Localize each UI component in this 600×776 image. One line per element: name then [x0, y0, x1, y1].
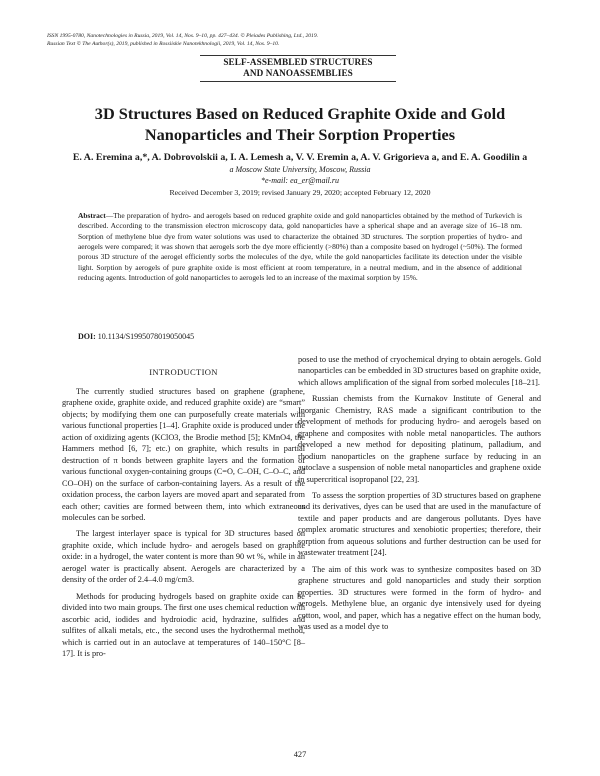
abstract-text: —The preparation of hydro- and aerogels based on reduced graphite oxide and gold nanoparticles obtained by the method of Turkevich is described. According to the transmission electron microscopy data, gold nanoparticles have a spherical shape and an average size of 16–18 nm. Sorption of methylene blue dye from water solutions was used to characterize the obtained 3D structures. The sorption properties of hydro- and aerogels were compared; it was shown that aerogels sorb the dye more efficiently (>80%) than a composite based on hydrogel (~50%). The formed porous 3D structure of the aerogel efficiently sorbs the molecules of the dye, while the gold nanoparticles facilitate its detection under the visible light. Sorption by aerogels of pure graphite oxide is most efficient at room temperature, in a neutral medium, and in the absence of additional reducing agents. Introduction of gold nanoparticles to aerogels led to an increase of the maximal sorption by 15%.: [78, 211, 522, 283]
journal-header-line-2: Russian Text © The Author(s), 2019, published in Rossiiskie Nanotekhnologii, 2019, Vol. 14, Nos. 9–10.: [47, 41, 280, 47]
paragraph: Russian chemists from the Kurnakov Institute of General and Inorganic Chemistry, RAS made a significant contribution to the development of methods for producing hydro- and aerogels based on graphene and composites with noble metal nanoparticles. The authors developed a new method for depositing platinum, palladium, and rhodium nanoparticles on the graphene surface by reducing in an autoclave a suspension of noble metal nanoparticles and graphene oxide in supercritical isopropanol [22, 23].: [298, 394, 541, 484]
doi: [78, 332, 194, 342]
paragraph: The currently studied structures based on graphene (graphene, graphene oxide, graphite oxide, and reduced graphite oxide) are “smart” objects; by modifying them one can purposefully create materials with various functional properties [1–4]. Graphite oxide is produced under the action of oxidizing agents (KClO3, the Brodie method [5]; KMnO4, the Hammers method [6, 7]; etc.) on graphite, which results in partial destruction of π bonds between graphite layers and the formation of various functional oxygen-containing groups (C=O, C–OH, C–O–C, and CO–OH) on the surface of carbon-containing layers. As a result of the oxidation process, the carbon layers are moved apart and separated from each other; cavities are formed between them, into which extraneous molecules can be sorbed.: [62, 387, 305, 522]
paragraph: To assess the sorption properties of 3D structures based on graphene and its derivatives, dyes can be used that are used in the manufacture of textile and paper products and are dangerous pollutants. Dyes have complex aromatic structures and xenobiotic properties; therefore, their sorption from aqueous solutions and further destruction can be used for wastewater treatment [24].: [298, 490, 541, 558]
left-column: [62, 367, 305, 659]
journal-header-line-1: ISSN 1995-0780, Nanotechnologies in Russia, 2019, Vol. 14, Nos. 9–10, pp. 427–434. © Pleiades Publishing, Ltd., 2019.: [47, 33, 319, 39]
corresponding-email: *e-mail: ea_er@mail.ru: [260, 176, 339, 185]
abstract-label: Abstract: [78, 211, 106, 220]
section-tag: [200, 57, 396, 79]
abstract: [78, 211, 522, 283]
paragraph: posed to use the method of cryochemical drying to obtain aerogels. Gold nanoparticles can be embedded in 3D structures based on graphite oxide, which allows amplification of the signal from sorbed molecules [18–21].: [298, 355, 541, 387]
doi-label: DOI:: [78, 332, 96, 341]
author-list: E. A. Eremina a,*, A. Dobrovolskii a, I. A. Lemesh a, V. V. Eremin a, A. V. Grigorieva a, and E. A. Goodilin a: [72, 152, 528, 163]
paragraph: The aim of this work was to synthesize composites based on 3D graphene structures and gold nanoparticles and study their sorption properties. 3D structures were formed in the form of hydro- and aerogels. Methylene blue, an organic dye intensively used for dyeing cotton, wool, and paper, which has a negative effect on the human body, was used as a model dye to: [298, 564, 541, 631]
journal-header: [47, 32, 567, 48]
paragraph: The largest interlayer space is typical for 3D structures based on graphite oxide, which include hydro- and aerogels based on graphite oxide: in a hydrogel, the water content is more than 90 wt %, while in an aerogel water is practically absent. Aerogels are characterized by a density of the order of 2.4–4.0 mg/cm3.: [62, 529, 305, 585]
received-dates: Received December 3, 2019; revised January 29, 2020; accepted February 12, 2020: [169, 188, 431, 197]
article-title-line-1: 3D Structures Based on Reduced Graphite Oxide and Gold: [94, 104, 506, 123]
section-heading-introduction: INTRODUCTION: [149, 367, 218, 377]
section-rule-bottom: [200, 81, 396, 82]
right-column: [298, 354, 541, 632]
section-rule-top: [200, 55, 396, 56]
doi-value[interactable]: 10.1134/S1995078019050045: [97, 332, 195, 341]
page-number: 427: [293, 750, 307, 759]
article-title-line-2: Nanoparticles and Their Sorption Properties: [144, 125, 456, 144]
article-title: [60, 103, 540, 145]
affiliation: a Moscow State University, Moscow, Russia: [229, 165, 371, 174]
section-tag-line-2: AND NANOASSEMBLIES: [243, 68, 353, 78]
paragraph: Methods for producing hydrogels based on graphite oxide can be divided into two main groups. The first one uses chemical reduction with ascorbic acid, iodides and hydroiodic acid, hydrazine, sulfides and sulfites of alkali metals, etc., the second uses the hydrothermal method, which is carried out in an autoclave at temperatures of 140–150°C [8–17]. It is pro-: [62, 591, 305, 658]
section-tag-line-1: SELF-ASSEMBLED STRUCTURES: [223, 57, 373, 67]
